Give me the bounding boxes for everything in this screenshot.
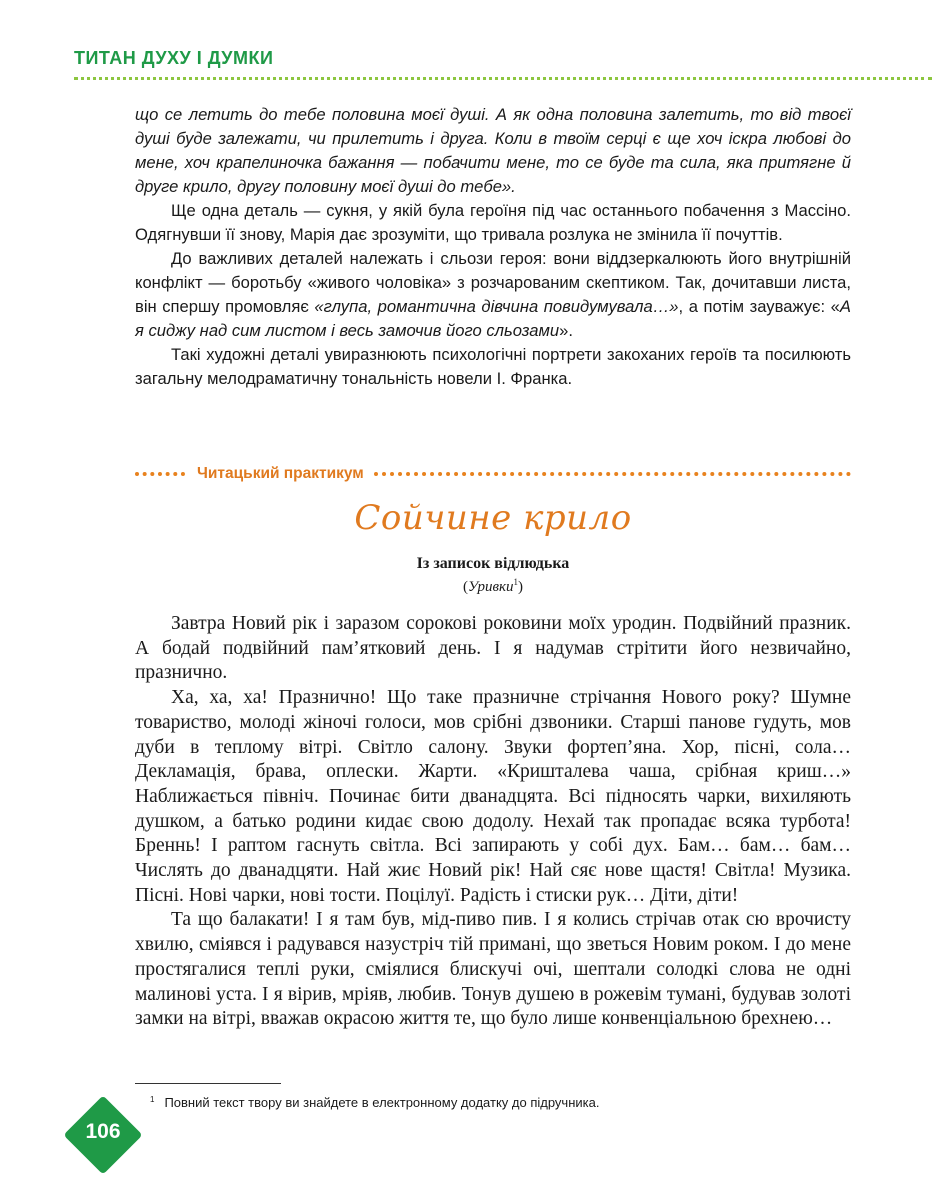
story-subtitle: Із записок відлюдька xyxy=(416,555,570,572)
note-text: Уривки xyxy=(467,579,514,595)
story-body xyxy=(135,612,851,1032)
intro-paragraph-4: Такі художні деталі увиразнюють психологічні портрети закоханих героїв та посилюють загальну мелодраматичну тональність новели І. Франка. xyxy=(135,345,851,388)
paren-close: ) xyxy=(518,579,524,595)
story-paragraph: Та що балакати! І я там був, мід-пиво пив. І я колись стрічав отак сю врочисту хвилю, сміявся і радувався назустріч тій примані, що зветься Новим роком. І до мене простягалися теплі руки, сміялися блискучі очі, шептали солодкі слова не одні малинові уста. І я вірив, мріяв, любив. Тонув душею в рожевім тумані, будував золоті замки на вітрі, вважав окрасою життя те, що було лише конвенціальною брехнею… xyxy=(135,909,851,1030)
intro-paragraph-3 xyxy=(135,247,851,343)
intro-paragraph-2: Ще одна деталь — сукня, у якій була героїня під час останнього побачення з Массіно. Одягнувши її знову, Марія дає зрозуміти, що тривала розлука не змінила її почуттів. xyxy=(135,201,851,244)
paren-open: ( xyxy=(462,579,468,595)
footnote xyxy=(150,1095,599,1110)
story-paragraph: Завтра Новий рік і заразом сорокові роковини моїх уродин. Подвійний празник. А бодай подвійний пам’ятковий день. І я надумав стрітити його незвичайно, празнично. xyxy=(135,613,851,684)
dotted-divider xyxy=(374,472,851,476)
quote-text: А я сиджу над сим листом і весь замочив його сльозами xyxy=(135,297,851,340)
intro-text xyxy=(135,103,851,391)
footnote-text: Повний текст твору ви знайдете в електронному додатку до підручника. xyxy=(164,1095,600,1110)
section-label: Читацький практикум xyxy=(197,465,364,482)
story-note xyxy=(135,577,851,596)
text-run: , а потім зауважує: « xyxy=(678,297,840,316)
footnote-divider xyxy=(135,1083,281,1084)
footnote-number: 1 xyxy=(150,1095,155,1104)
running-header: ТИТАН ДУХУ І ДУМКИ xyxy=(74,48,274,68)
quote-text: «глупа, романтична дівчина повидумувала…» xyxy=(314,297,679,316)
section-heading xyxy=(135,463,851,485)
story-title: Сойчине крило xyxy=(354,498,632,538)
story-paragraph: Ха, ха, ха! Празнично! Що таке празничне стрічання Нового року? Шумне товариство, молоді жіночі голоси, мов срібні дзвоники. Старші панове гудуть, мов дуби в теплому вітрі. Світло салону. Звуки фортеп’яна. Хор, пісні, сола… Декламація, брава, оплески. Жарти. «Кришталева чаша, срібная криш…» Наближається північ. Починає бити дванадцята. Всі підносять чарки, вихиляють душком, а батько родини кидає свою додолу. Нехай так пропадає всяка турбота! Бреннь! І раптом гаснуть світла. Всі запирають у собі дух. Бам… бам… бам… Числять до дванадцяти. Най жиє Новий рік! Най сяє нове щастя! Світла! Музика. Пісні. Нові чарки, нові тости. Поцілуї. Радість і стиски рук… Діти, діти! xyxy=(135,687,851,906)
text-run: До важливих деталей належать і сльози героя: вони віддзеркалюють його внутрішній конфлікт — боротьбу «живого чоловіка» з розчарованим скептиком. Так, дочитавши листа, він спершу промовляє xyxy=(135,249,851,316)
quote-text: що се летить до тебе половина моєї душі. А як одна половина залетить, то від твоєї душі буде залежати, чи прилетить і друга. Коли в твоїм серці є ще хоч іскра любові до мене, хоч крапелиночка бажання — побачити мене, то се буде та сила, яка притягне й друге крило, другу половину моєї душі до тебе». xyxy=(135,105,851,196)
dotted-divider xyxy=(135,472,185,476)
footnote-marker: 1 xyxy=(513,577,519,587)
text-run: ». xyxy=(559,321,573,340)
intro-paragraph-1 xyxy=(135,103,851,199)
page-number: 106 xyxy=(85,1120,121,1143)
header-divider xyxy=(74,77,932,80)
